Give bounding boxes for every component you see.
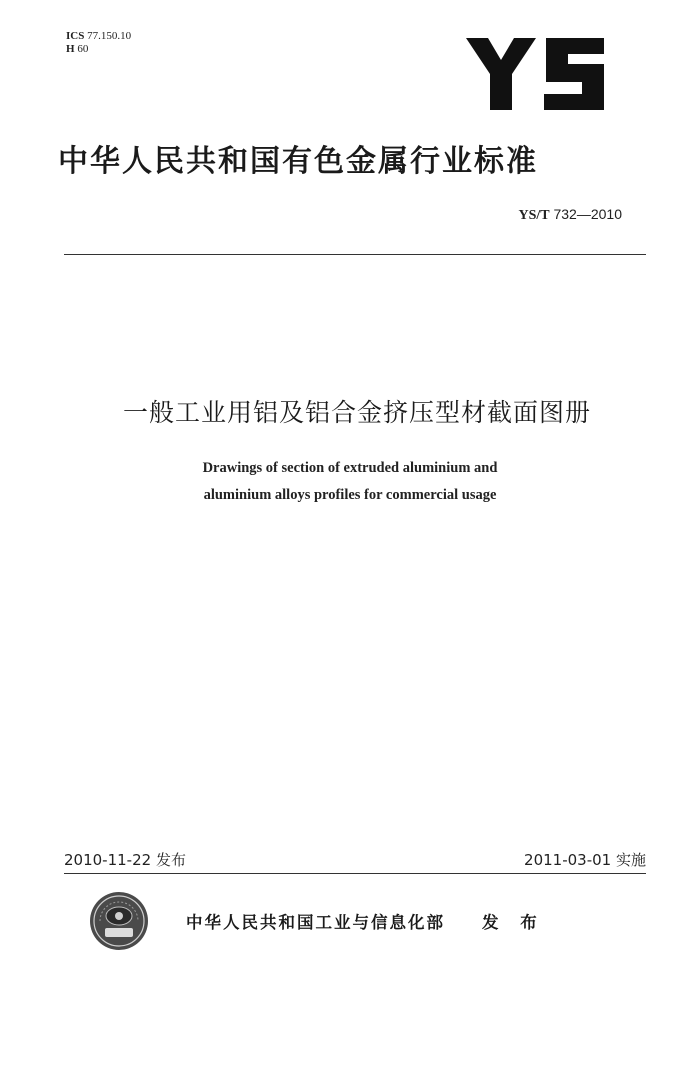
ics-code: ICS 77.150.10 (66, 30, 132, 42)
ys-logo (466, 38, 606, 116)
document-title-en: Drawings of section of extruded aluminium and aluminium alloys profiles for commercial usage (202, 460, 498, 503)
header-divider (64, 254, 646, 255)
standard-category-title: 中华人民共和国有色金属行业标准 (58, 144, 538, 179)
publisher-name: 中华人民共和国工业与信息化部 (186, 913, 445, 932)
publish-label: 发 布 (482, 913, 545, 932)
issue-date: 2010-11-22 发布 (64, 851, 186, 869)
standard-number: YS/T 732—2010 (518, 206, 622, 223)
document-title-cn: 一般工业用铝及铝合金挤压型材截面图册 (122, 398, 591, 427)
classification-codes (66, 30, 131, 56)
ministry-seal-icon (88, 890, 150, 956)
implementation-date: 2011-03-01 实施 (524, 851, 646, 869)
category-code: H 60 (66, 43, 89, 55)
footer-divider (64, 873, 646, 874)
